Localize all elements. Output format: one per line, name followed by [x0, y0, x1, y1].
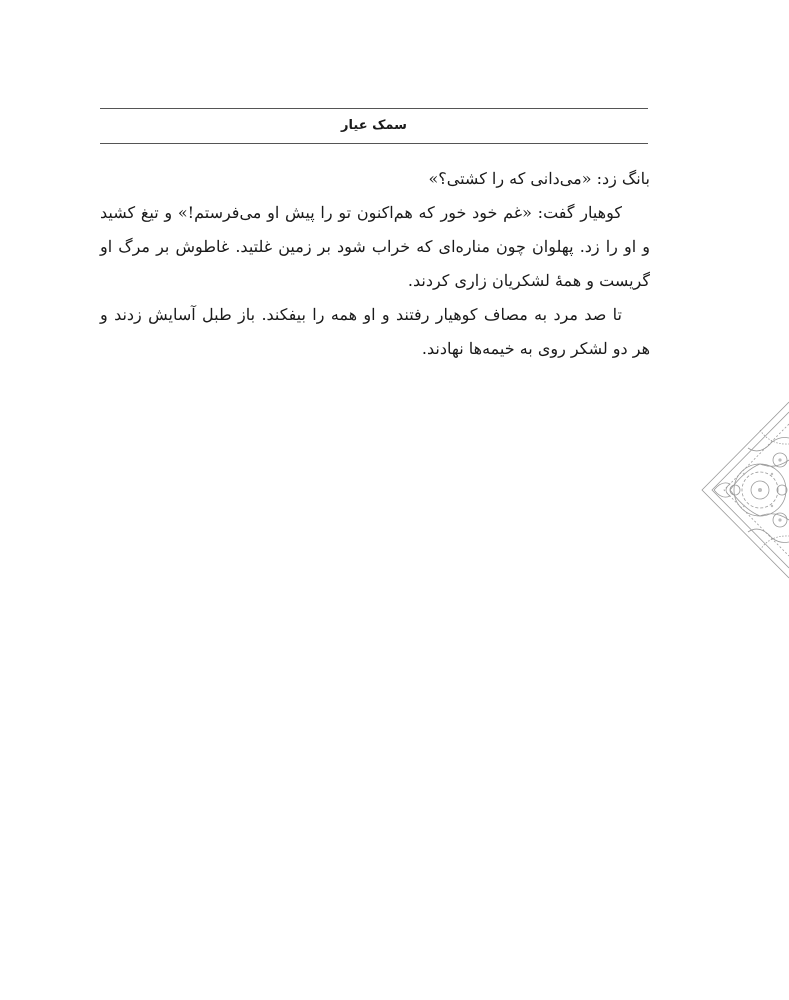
paragraph-2: کوهیار گفت: «غم خود خور که هم‌اکنون تو را پیش او می‌فرستم!» و تیغ کشید و او را زد. پهلوان چون مناره‌ای که خراب شود بر زمین غلتید. غاطوش بر مرگ او گریست و همهٔ لشکریان زاری کردند. [100, 203, 650, 290]
header-top-rule [100, 108, 648, 109]
header-bottom-rule [100, 143, 648, 144]
page-header [100, 106, 648, 146]
arabesque-medallion-icon [700, 400, 789, 580]
paragraph-3: تا صد مرد به مصاف کوهیار رفتند و او همه را بیفکند. باز طبل آسایش زدند و هر دو لشکر روی به خیمه‌ها نهادند. [100, 305, 650, 358]
paragraph-1: بانگ زد: «می‌دانی که را کشتی؟» [428, 169, 650, 188]
running-title: سمک عیار [341, 118, 407, 133]
body-text [100, 162, 650, 366]
